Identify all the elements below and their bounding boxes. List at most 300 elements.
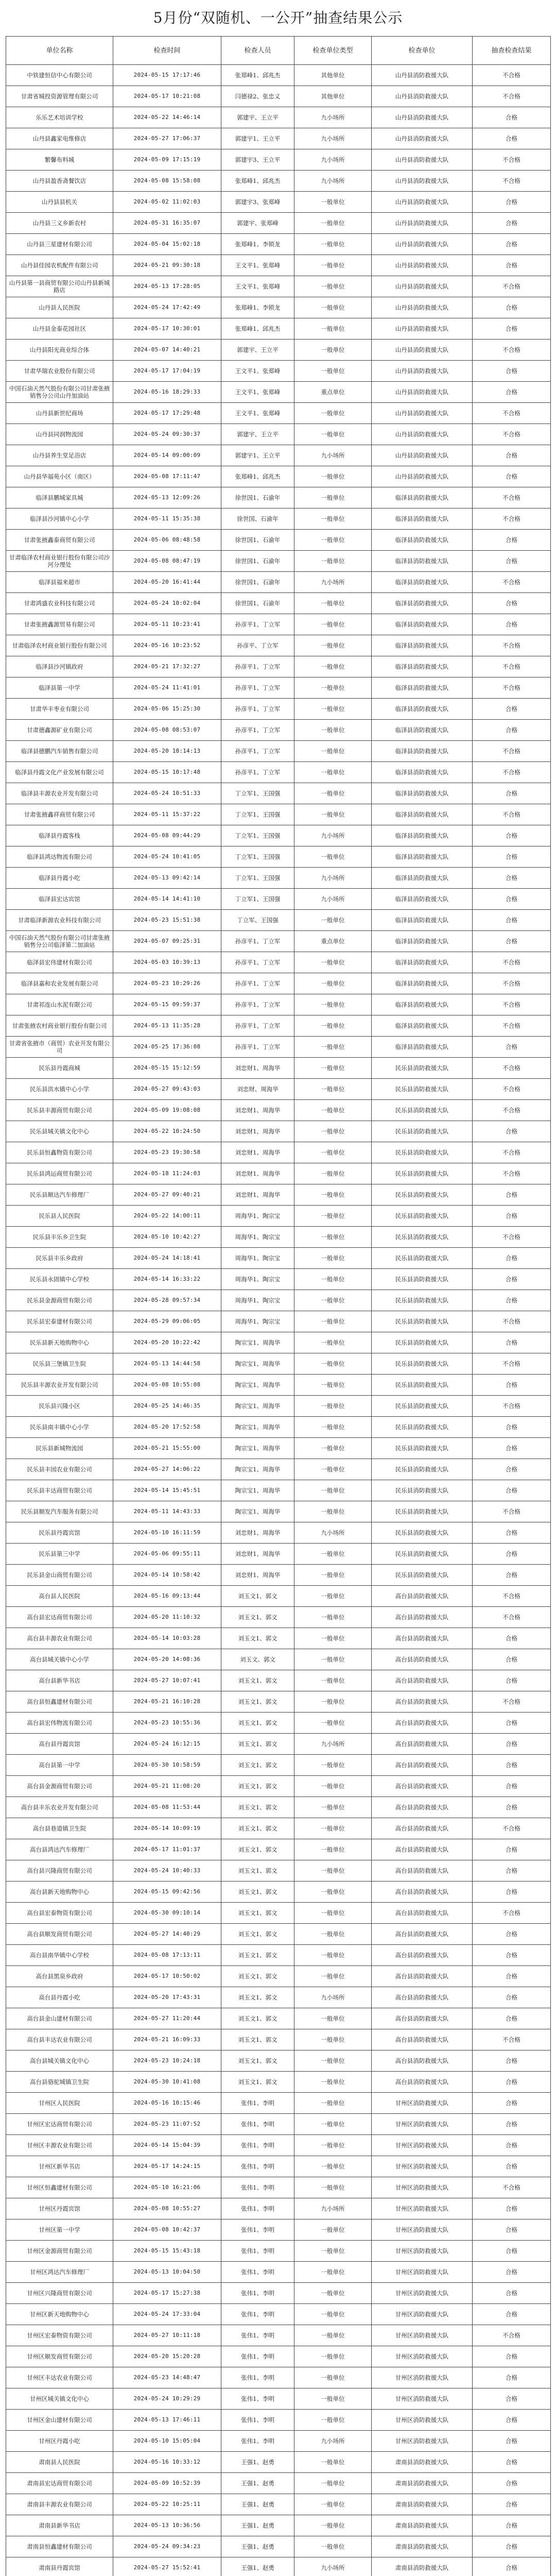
unit-type-cell: 一般单位 [294,424,372,445]
unit-type-cell: 一般单位 [294,318,372,340]
unit-type-cell: 九小场所 [294,1987,372,2008]
table-row [6,107,551,128]
table-row [6,1755,551,1776]
table-row [6,1607,551,1628]
check-unit-cell: 民乐县消防救援大队 [372,1079,473,1100]
inspectors-cell: 刘玉文1、郭文 [221,1924,294,1945]
check-time-cell: 2024-05-08 15:58:08 [113,171,221,192]
table-row [6,1839,551,1860]
inspectors-cell: 孙彦平1、丁立军 [221,1015,294,1037]
unit-type-cell: 一般单位 [294,276,372,297]
result-cell: 合格 [473,361,551,382]
unit-type-cell: 九小场所 [294,868,372,889]
result-cell: 不合格 [473,973,551,994]
check-unit-cell: 肃南县消防救援大队 [372,2515,473,2536]
unit-type-cell: 一般单位 [294,656,372,677]
check-unit-cell: 甘州区消防救援大队 [372,2325,473,2346]
table-row [6,1227,551,1248]
unit-type-cell: 一般单位 [294,1670,372,1691]
unit-type-cell: 一般单位 [294,741,372,762]
check-unit-cell: 高台县消防救援大队 [372,1607,473,1628]
check-unit-cell: 民乐县消防救援大队 [372,1565,473,1586]
result-cell: 合格 [473,1121,551,1142]
unit-type-cell: 一般单位 [294,2452,372,2473]
unit-name-cell: 高台县新天地购物中心 [6,1882,113,1903]
check-unit-cell: 甘州区消防救援大队 [372,2431,473,2452]
check-time-cell: 2024-05-17 15:27:38 [113,2283,221,2304]
unit-name-cell: 高台县骆驼城镇卫生院 [6,2072,113,2093]
unit-name-cell: 临泽县第一中学 [6,677,113,699]
unit-type-cell: 一般单位 [294,530,372,551]
unit-type-cell: 一般单位 [294,509,372,530]
inspectors-cell: 陶宗宝1、周海华 [221,1353,294,1375]
check-time-cell: 2024-05-24 09:30:37 [113,424,221,445]
unit-name-cell: 高台县恒鑫建材有限公司 [6,1691,113,1713]
header-inspectors: 检查人员 [221,37,294,65]
inspectors-cell: 王文平1、张郑峰 [221,403,294,424]
inspectors-cell: 王强1、赵勇 [221,2536,294,2557]
check-time-cell: 2024-05-20 10:22:42 [113,1332,221,1353]
result-cell: 合格 [473,1776,551,1797]
inspectors-cell: 周海华1、陶宗宝 [221,1248,294,1269]
check-unit-cell: 山丹县消防救援大队 [372,340,473,361]
table-row [6,445,551,466]
check-unit-cell: 甘州区消防救援大队 [372,2388,473,2410]
table-row [6,1332,551,1353]
table-row [6,2241,551,2262]
table-row [6,1860,551,1882]
result-cell: 合格 [473,1206,551,1227]
check-time-cell: 2024-05-21 16:10:28 [113,1691,221,1713]
result-cell: 合格 [473,783,551,804]
check-time-cell: 2024-05-07 09:25:31 [113,931,221,952]
result-cell: 不合格 [473,1903,551,1924]
unit-type-cell: 一般单位 [294,1269,372,1290]
table-row [6,1121,551,1142]
check-unit-cell: 高台县消防救援大队 [372,1797,473,1818]
check-unit-cell: 甘州区消防救援大队 [372,2156,473,2177]
result-cell: 合格 [473,2198,551,2219]
inspectors-cell: 张伟1、李明 [221,2241,294,2262]
check-unit-cell: 肃南县消防救援大队 [372,2452,473,2473]
unit-type-cell: 一般单位 [294,2072,372,2093]
table-row [6,1670,551,1691]
unit-type-cell: 一般单位 [294,1818,372,1839]
inspectors-cell: 王强1、赵勇 [221,2473,294,2494]
check-unit-cell: 临泽县消防救援大队 [372,889,473,910]
inspectors-cell: 刘玉文1、郭文 [221,1713,294,1734]
unit-name-cell: 甘州区兴隆商贸有限公司 [6,2283,113,2304]
unit-name-cell: 甘州区新天地购物中心 [6,2304,113,2325]
check-time-cell: 2024-05-24 14:18:41 [113,1248,221,1269]
check-unit-cell: 甘州区消防救援大队 [372,2177,473,2198]
table-row [6,1649,551,1670]
unit-name-cell: 高台县人民医院 [6,1586,113,1607]
unit-name-cell: 民乐县丹霞宾馆 [6,1522,113,1544]
table-row [6,572,551,593]
check-time-cell: 2024-05-15 15:43:18 [113,2241,221,2262]
check-time-cell: 2024-05-21 09:30:18 [113,255,221,276]
result-cell: 不合格 [473,952,551,973]
unit-type-cell: 一般单位 [294,1565,372,1586]
unit-name-cell: 高台县丰源农业有限公司 [6,1628,113,1649]
check-time-cell: 2024-05-06 08:48:58 [113,530,221,551]
table-row [6,2050,551,2072]
check-unit-cell: 临泽县消防救援大队 [372,530,473,551]
check-unit-cell: 肃南县消防救援大队 [372,2557,473,2576]
unit-type-cell: 一般单位 [294,487,372,509]
check-time-cell: 2024-05-10 16:11:59 [113,1522,221,1544]
check-time-cell: 2024-05-23 14:48:47 [113,2367,221,2388]
inspectors-cell: 郭建宇1、王立平 [221,128,294,149]
unit-type-cell: 一般单位 [294,593,372,614]
unit-type-cell: 一般单位 [294,1417,372,1438]
unit-name-cell: 甘肃张掖农村商业银行股份有限公司 [6,1015,113,1037]
unit-type-cell: 一般单位 [294,255,372,276]
check-time-cell: 2024-05-27 11:20:44 [113,2008,221,2029]
check-time-cell: 2024-05-27 09:40:21 [113,1184,221,1206]
unit-type-cell: 一般单位 [294,551,372,572]
check-unit-cell: 山丹县消防救援大队 [372,382,473,403]
unit-name-cell: 民乐县新城物流园 [6,1438,113,1459]
check-unit-cell: 高台县消防救援大队 [372,2072,473,2093]
inspectors-cell: 陶宗宝1、周海华 [221,1375,294,1396]
table-row [6,1628,551,1649]
result-cell: 合格 [473,255,551,276]
unit-name-cell: 甘肃张掖鑫泰商贸有限公司 [6,530,113,551]
table-row [6,1100,551,1121]
result-cell: 不合格 [473,1079,551,1100]
unit-name-cell: 甘肃张掖鑫祥商贸有限公司 [6,804,113,825]
result-cell: 合格 [473,2156,551,2177]
table-row [6,1480,551,1501]
unit-name-cell: 甘肃鸿盛农业科技有限公司 [6,593,113,614]
unit-type-cell: 九小场所 [294,2198,372,2219]
check-time-cell: 2024-05-16 10:23:52 [113,635,221,656]
inspectors-cell: 张伟1、李明 [221,2262,294,2283]
check-time-cell: 2024-05-17 10:21:08 [113,86,221,107]
unit-name-cell: 甘州区恒鑫建材有限公司 [6,2177,113,2198]
unit-name-cell: 甘肃华丰枣业有限公司 [6,699,113,720]
result-cell: 不合格 [473,804,551,825]
header-unit-name: 单位名称 [6,37,113,65]
unit-type-cell: 一般单位 [294,1332,372,1353]
inspectors-cell: 张伟1、李明 [221,2219,294,2241]
unit-name-cell: 肃南县丹霞宾馆 [6,2557,113,2576]
check-time-cell: 2024-05-17 14:24:15 [113,2156,221,2177]
result-cell: 不合格 [473,762,551,783]
unit-name-cell: 甘肃张掖鑫源贸易有限公司 [6,614,113,635]
check-time-cell: 2024-05-27 14:40:29 [113,1924,221,1945]
result-cell: 合格 [473,2346,551,2367]
table-row [6,255,551,276]
check-time-cell: 2024-05-11 15:35:38 [113,509,221,530]
unit-name-cell: 高台县巷道镇卫生院 [6,1818,113,1839]
unit-name-cell: 临泽县丹霞小吃 [6,868,113,889]
check-time-cell: 2024-05-08 08:53:07 [113,720,221,741]
check-unit-cell: 临泽县消防救援大队 [372,677,473,699]
check-time-cell: 2024-05-09 19:08:08 [113,1100,221,1121]
check-time-cell: 2024-05-31 16:35:07 [113,213,221,234]
unit-type-cell: 一般单位 [294,762,372,783]
check-time-cell: 2024-05-16 10:15:46 [113,2093,221,2114]
check-unit-cell: 高台县消防救援大队 [372,1649,473,1670]
unit-type-cell: 一般单位 [294,2156,372,2177]
inspectors-cell: 刘忠财1、周海华 [221,1058,294,1079]
unit-type-cell: 一般单位 [294,1628,372,1649]
result-cell: 不合格 [473,1586,551,1607]
table-row [6,2431,551,2452]
table-row [6,2135,551,2156]
check-unit-cell: 高台县消防救援大队 [372,2050,473,2072]
check-unit-cell: 高台县消防救援大队 [372,1818,473,1839]
result-cell: 不合格 [473,994,551,1015]
unit-name-cell: 高台县黑泉乡政府 [6,1966,113,1987]
result-cell: 不合格 [473,487,551,509]
unit-name-cell: 高台县南华镇中心学校 [6,1945,113,1966]
table-row [6,1987,551,2008]
result-cell: 合格 [473,1480,551,1501]
inspectors-cell: 张郑峰1、李锁龙 [221,234,294,255]
inspectors-cell: 刘玉文1、郭文 [221,1755,294,1776]
check-time-cell: 2024-05-11 10:23:41 [113,614,221,635]
table-row [6,1565,551,1586]
unit-name-cell: 高台县城关镇中心小学 [6,1649,113,1670]
check-time-cell: 2024-05-21 16:09:33 [113,2029,221,2050]
unit-name-cell: 高台县丹霞宾馆 [6,1734,113,1755]
check-time-cell: 2024-05-22 10:25:11 [113,2494,221,2515]
unit-type-cell: 一般单位 [294,2241,372,2262]
unit-name-cell: 民乐县恒鑫物资有限公司 [6,1142,113,1163]
check-unit-cell: 民乐县消防救援大队 [372,1480,473,1501]
unit-name-cell: 高台县城关镇文化中心 [6,2050,113,2072]
unit-type-cell: 九小场所 [294,149,372,171]
table-row [6,1142,551,1163]
table-row [6,2029,551,2050]
result-cell: 合格 [473,213,551,234]
table-row [6,1353,551,1375]
check-time-cell: 2024-05-23 15:51:38 [113,910,221,931]
table-row [6,128,551,149]
check-unit-cell: 山丹县消防救援大队 [372,361,473,382]
result-cell: 合格 [473,1332,551,1353]
inspectors-cell: 张伟1、李明 [221,2135,294,2156]
check-unit-cell: 临泽县消防救援大队 [372,762,473,783]
unit-type-cell: 九小场所 [294,572,372,593]
result-cell: 不合格 [473,656,551,677]
unit-type-cell: 一般单位 [294,1353,372,1375]
inspectors-cell: 孙彦平1、丁立军 [221,994,294,1015]
result-cell: 合格 [473,318,551,340]
result-cell: 合格 [473,1522,551,1544]
check-unit-cell: 山丹县消防救援大队 [372,213,473,234]
table-row [6,1797,551,1818]
unit-type-cell: 一般单位 [294,1121,372,1142]
check-unit-cell: 甘州区消防救援大队 [372,2241,473,2262]
inspectors-cell: 周海华1、陶宗宝 [221,1227,294,1248]
check-unit-cell: 高台县消防救援大队 [372,1776,473,1797]
unit-type-cell: 一般单位 [294,2304,372,2325]
inspectors-cell: 丁立军1、王国强 [221,783,294,804]
unit-type-cell: 一般单位 [294,2367,372,2388]
check-time-cell: 2024-05-04 15:02:18 [113,234,221,255]
unit-name-cell: 高台县丹霞小吃 [6,1987,113,2008]
unit-type-cell: 一般单位 [294,1459,372,1480]
table-row [6,973,551,994]
inspectors-cell: 王强1、赵勇 [221,2494,294,2515]
check-unit-cell: 民乐县消防救援大队 [372,1290,473,1311]
unit-type-cell: 九小场所 [294,1522,372,1544]
inspectors-cell: 刘玉文1、郭文 [221,1734,294,1755]
unit-name-cell: 民乐县三堡镇卫生院 [6,1353,113,1375]
check-unit-cell: 临泽县消防救援大队 [372,572,473,593]
check-unit-cell: 临泽县消防救援大队 [372,973,473,994]
result-cell: 合格 [473,2262,551,2283]
check-time-cell: 2024-05-14 10:58:42 [113,1565,221,1586]
check-unit-cell: 高台县消防救援大队 [372,1882,473,1903]
inspectors-cell: 王文平1、张郑峰 [221,382,294,403]
unit-type-cell: 一般单位 [294,2515,372,2536]
check-unit-cell: 山丹县消防救援大队 [372,86,473,107]
table-row [6,2177,551,2198]
unit-name-cell: 肃南县人民医院 [6,2452,113,2473]
table-row [6,1375,551,1396]
unit-type-cell: 一般单位 [294,677,372,699]
unit-name-cell: 民乐县丰源农业开发有限公司 [6,1375,113,1396]
check-unit-cell: 高台县消防救援大队 [372,1734,473,1755]
check-unit-cell: 临泽县消防救援大队 [372,846,473,868]
result-cell: 不合格 [473,1227,551,1248]
table-row [6,1776,551,1797]
inspectors-cell: 徐世国1、石渝年 [221,530,294,551]
check-unit-cell: 高台县消防救援大队 [372,1839,473,1860]
inspectors-cell: 郭建宇3、张郑峰 [221,192,294,213]
inspectors-cell: 刘忠财1、周海华 [221,1142,294,1163]
inspectors-cell: 刘玉文1、郭文 [221,1860,294,1882]
result-cell: 不合格 [473,1818,551,1839]
check-unit-cell: 山丹县消防救援大队 [372,297,473,318]
unit-name-cell: 甘肃省城投资源管理有限公司 [6,86,113,107]
table-row [6,2452,551,2473]
check-unit-cell: 临泽县消防救援大队 [372,952,473,973]
inspectors-cell: 孙彦平1、丁立军 [221,973,294,994]
check-unit-cell: 民乐县消防救援大队 [372,1332,473,1353]
check-time-cell: 2024-05-15 15:12:59 [113,1058,221,1079]
table-row [6,762,551,783]
inspectors-cell: 刘玉文1、郭文 [221,1628,294,1649]
unit-type-cell: 九小场所 [294,2431,372,2452]
result-cell: 合格 [473,1966,551,1987]
table-row [6,846,551,868]
check-unit-cell: 高台县消防救援大队 [372,1755,473,1776]
result-cell: 不合格 [473,509,551,530]
inspectors-cell: 徐世国1、石渝年 [221,593,294,614]
check-time-cell: 2024-05-13 14:44:58 [113,1353,221,1375]
result-cell: 合格 [473,2072,551,2093]
check-time-cell: 2024-05-15 17:17:46 [113,65,221,86]
table-row [6,593,551,614]
unit-type-cell: 一般单位 [294,2325,372,2346]
unit-name-cell: 民乐县人民医院 [6,1206,113,1227]
unit-type-cell: 九小场所 [294,1734,372,1755]
check-unit-cell: 甘州区消防救援大队 [372,2135,473,2156]
inspectors-cell: 陶宗宝1、周海华 [221,1459,294,1480]
unit-type-cell: 一般单位 [294,2494,372,2515]
unit-name-cell: 民乐县顺发汽车服务有限公司 [6,1501,113,1522]
unit-type-cell: 一般单位 [294,1480,372,1501]
unit-type-cell: 一般单位 [294,1903,372,1924]
table-row [6,2072,551,2093]
unit-name-cell: 中国石油天然气股份有限公司甘肃张掖销售分公司临泽第二加油站 [6,931,113,952]
unit-type-cell: 九小场所 [294,2557,372,2576]
check-time-cell: 2024-05-21 17:32:27 [113,656,221,677]
unit-name-cell: 民乐县金山商贸有限公司 [6,1565,113,1586]
table-row [6,213,551,234]
table-row [6,2515,551,2536]
result-cell: 合格 [473,1269,551,1290]
unit-name-cell: 民乐县丰达商贸有限公司 [6,1480,113,1501]
check-time-cell: 2024-05-30 09:10:14 [113,1903,221,1924]
unit-type-cell: 一般单位 [294,2050,372,2072]
check-time-cell: 2024-05-23 10:29:26 [113,973,221,994]
inspectors-cell: 孙彦平1、丁立军 [221,656,294,677]
result-cell: 不合格 [473,86,551,107]
unit-type-cell: 九小场所 [294,445,372,466]
check-time-cell: 2024-05-08 10:55:08 [113,1375,221,1396]
result-cell: 合格 [473,1755,551,1776]
result-cell: 不合格 [473,1607,551,1628]
inspectors-cell: 孙彦平1、丁立军 [221,931,294,952]
table-row [6,2283,551,2304]
unit-name-cell: 山丹县人民医院 [6,297,113,318]
check-unit-cell: 甘州区消防救援大队 [372,2114,473,2135]
inspectors-cell: 刘忠财、周海华 [221,1079,294,1100]
check-time-cell: 2024-05-22 14:46:14 [113,107,221,128]
result-cell: 不合格 [473,276,551,297]
unit-name-cell: 民乐县洪水镇中心小学 [6,1079,113,1100]
check-unit-cell: 山丹县消防救援大队 [372,192,473,213]
result-cell: 不合格 [473,1501,551,1522]
check-unit-cell: 民乐县消防救援大队 [372,1142,473,1163]
result-cell: 合格 [473,2114,551,2135]
table-row [6,318,551,340]
inspectors-cell: 孙彦平、丁立军 [221,635,294,656]
inspectors-cell: 刘玉文1、郭文 [221,1818,294,1839]
result-cell: 合格 [473,1417,551,1438]
unit-name-cell: 高台县新华书店 [6,1670,113,1691]
result-cell: 合格 [473,234,551,255]
check-unit-cell: 临泽县消防救援大队 [372,931,473,952]
check-time-cell: 2024-05-20 18:14:13 [113,741,221,762]
unit-type-cell: 九小场所 [294,825,372,846]
table-row [6,614,551,635]
check-unit-cell: 民乐县消防救援大队 [372,1058,473,1079]
result-cell: 合格 [473,846,551,868]
result-cell: 合格 [473,445,551,466]
check-unit-cell: 临泽县消防救援大队 [372,825,473,846]
inspectors-cell: 刘忠财1、周海华 [221,1163,294,1184]
unit-type-cell: 一般单位 [294,2008,372,2029]
unit-name-cell: 高台县宏达商贸有限公司 [6,1607,113,1628]
unit-name-cell: 高台县兴隆商贸有限公司 [6,1860,113,1882]
check-time-cell: 2024-05-02 11:02:03 [113,192,221,213]
table-row [6,1058,551,1079]
result-cell: 不合格 [473,741,551,762]
check-time-cell: 2024-05-25 14:46:35 [113,1396,221,1417]
check-unit-cell: 民乐县消防救援大队 [372,1184,473,1206]
check-time-cell: 2024-05-16 09:13:44 [113,1586,221,1607]
check-unit-cell: 民乐县消防救援大队 [372,1121,473,1142]
